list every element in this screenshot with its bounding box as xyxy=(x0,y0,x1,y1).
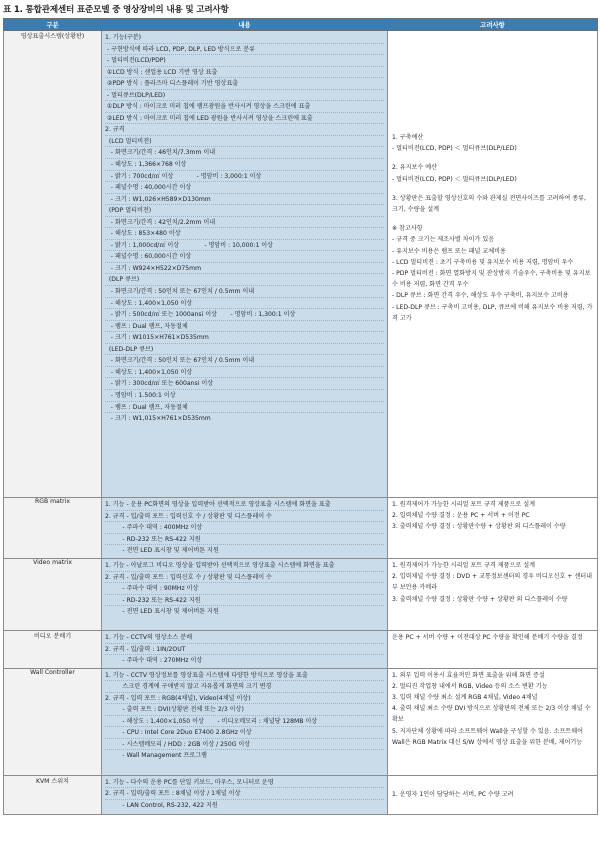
content-line: - 크기 : W1,026×H589×D130mm xyxy=(105,194,384,206)
consider-line: 1. 원격제어가 가능한 시리얼 포트 규격 제품으로 설계 xyxy=(392,562,535,569)
consider-line: - 규격 중 크기는 제조사별 차이가 있음 xyxy=(392,236,495,244)
consider-line: 3. 입력 채널 수량 최소 설계 RGB 4채널, Video 4채널 xyxy=(392,694,538,702)
row-category: Video matrix xyxy=(4,559,102,631)
table-row xyxy=(4,498,598,559)
row-consider xyxy=(388,31,598,498)
content-line: - 램프 : Dual 램프, 자동절체 xyxy=(105,321,384,333)
content-line: - 패널수명 : 40,000시간 이상 xyxy=(105,182,384,194)
consider-line: 3. 상황판은 표출할 영상신호의 수와 관제실 전면사이즈를 고려하여 종류, 크기, 수량을 설계 xyxy=(392,194,586,214)
content-line: 1. 기능(구분) xyxy=(105,32,384,44)
content-line: - 밝기 : 500cd/㎡ 또는 1000ansi 이상 - 명암비 : 1,300:1 이상 xyxy=(105,309,384,321)
content-line: 1. 기능 - 다수의 운용 PC를 단일 키보드, 마우스, 모니터로 운영 xyxy=(105,777,384,789)
content-line: - 전면 LED 표시창 및 제어버튼 지원 xyxy=(105,608,219,616)
row-category: KVM 스위치 xyxy=(4,775,102,814)
content-line: - 주파수 대역 : 90MHz 이상 xyxy=(105,583,384,595)
row-content xyxy=(102,559,388,631)
consider-line: - 멀티비전(LCD, PDP) ＜ 멀티큐브(DLP/LED) xyxy=(392,175,517,183)
row-content xyxy=(102,498,388,559)
header-consider: 고려사항 xyxy=(388,19,598,31)
content-line: - 멀티큐브(DLP/LED) xyxy=(105,90,384,102)
row-content xyxy=(102,631,388,669)
content-line: 스크린 경계에 구애받지 않고 자유롭게 화면의 크기 변경 xyxy=(105,681,384,693)
consider-line: 2. 유지보수 예산 xyxy=(392,164,438,172)
content-line: 1. 기능 - 아날로그 비디오 영상을 입력받아 선택적으로 영상표출 시스템에 화면을 표출 xyxy=(105,560,384,572)
content-line: - 전면 LED 표시창 및 제어버튼 지원 xyxy=(105,547,219,555)
consider-line: 2. 입력채널 수량 결정 : DVD + 교통정보센터의 경우 비디오신호 + 센터내부 보안용 카메라 xyxy=(392,573,592,592)
consider-line: 3. 출력채널 수량 결정 : 상황판수량 + 상황판 외 디스플레이 수량 xyxy=(392,523,566,531)
content-line: ②PDP 방식 : 플라즈마 디스플레이 기반 영상표출 xyxy=(105,78,384,90)
content-line: - CPU : Intel Core 2Duo E7400 2.8GHz 이상 xyxy=(105,727,384,739)
content-line: 2. 규격 - 입력/출력 포트 : 8채널 이상 / 1채널 이상 xyxy=(105,788,384,800)
row-consider xyxy=(388,775,598,814)
content-line: 2. 규격 - 입력 포트 : RGB(4채널), Video(4채널 이상) xyxy=(105,693,384,705)
content-line: - RD-232 또는 RS-422 지원 xyxy=(105,534,384,546)
consider-line: 4. 출력 채널 최소 수량 DVI 방식으로 상황판의 전체 또는 2/3 이상 채널 수 확보 xyxy=(392,705,591,724)
content-line: - 시스템메모리 / HDD : 2GB 이상 / 250G 이상 xyxy=(105,739,384,751)
consider-line: 1. 원격제어가 가능한 시리얼 포트 규격 제품으로 설계 xyxy=(392,501,535,508)
content-line: - 램프 : Dual 램프, 자동절체 xyxy=(105,402,384,414)
table-row xyxy=(4,631,598,669)
content-line: - 화면크기/간격 : 42인치/2.2mm 이내 xyxy=(105,217,384,229)
consider-line: ※ 참고사항 xyxy=(392,225,423,233)
content-line: ②LED 방식 : 마이크로 미러 칩에 LED 광원을 반사시켜 영상을 스크린에 표출 xyxy=(105,113,384,125)
consider-line: 2. 입력채널 수량 결정 : 운용 PC + 서버 + 이전 PC xyxy=(392,512,530,520)
content-line: - 주파수 대역 : 400MHz 이상 xyxy=(105,522,384,534)
consider-line: 2. 멀티진 작업창 내에서 RGB, Video 등의 소스 변환 기능 xyxy=(392,682,548,690)
content-line: - 화면크기/간격 : 46인치/7.3mm 이내 xyxy=(105,147,384,159)
row-consider xyxy=(388,559,598,631)
row-category: 비디오 분배기 xyxy=(4,631,102,669)
header-category: 구분 xyxy=(4,19,102,31)
content-line: - 크기 : W1015×H761×D535mm xyxy=(105,332,384,344)
row-consider xyxy=(388,498,598,559)
content-line: - 밝기 : 300cd/㎡ 또는 600ansi 이상 xyxy=(105,378,384,390)
consider-line: 5. 지자단체 상황에 따라 소프트웨어 Wall을 구성할 수 있음. 소프트웨어 Wall은 RGB Matrix 대신 S/W 상에서 영상 표출을 위한 분배, 제어기능 xyxy=(392,727,583,746)
content-line: - 구현방식에 따라 LCD, PDP, DLP, LED 방식으로 분류 xyxy=(105,44,384,56)
content-line: - 밝기 : 1,000cd/㎡ 이상 - 명암비 : 10,000:1 이상 xyxy=(105,240,384,252)
content-line: - 해상도 : 1,400×1,050 이상 - 비디오메모리 : 채널당 128MB 이상 xyxy=(105,716,384,728)
row-consider xyxy=(388,631,598,669)
consider-line: 1. 운영자 1인이 담당하는 서버, PC 수량 고려 xyxy=(392,791,514,799)
consider-line: 1. 외부 입력 이용시 효율적인 화면 표출을 위해 화면 증설 xyxy=(392,671,545,679)
row-category: RGB matrix xyxy=(4,498,102,559)
table-row xyxy=(4,775,598,814)
content-line: (LED-DLP 큐브) xyxy=(105,344,384,356)
consider-line: - LCD 멀티비전 : 초기 구축비용 및 유지보수 비용 저렴, 명암비 우수 xyxy=(392,258,574,266)
consider-line: 1. 구축예산 xyxy=(392,134,424,141)
content-line: - 해상도 : 1,400×1,050 이상 xyxy=(105,298,384,310)
spec-table xyxy=(3,18,598,815)
content-line: - RD-232 또는 RS-422 지원 xyxy=(105,595,384,607)
content-line: 1. 기능 - CCTV 영상정보를 영상표출 시스템에 다양한 방식으로 영상을 표출 xyxy=(105,670,384,682)
row-category: 영상표출시스템(상황판) xyxy=(4,31,102,498)
consider-line: - 유지보수 비용은 램프 또는 패널 교체비용 xyxy=(392,247,506,255)
table-row xyxy=(4,559,598,631)
row-content xyxy=(102,31,388,498)
content-line: - LAN Control, RS-232, 422 지원 xyxy=(105,801,218,809)
content-line: 1. 기능 - 운용 PC화면의 영상을 입력받아 선택적으로 영상표출 시스템에 화면을 표출 xyxy=(105,499,384,511)
consider-line: - DLP 큐브 : 화면 간격 우수, 해상도 우수 구축비, 유지보수 고비용 xyxy=(392,292,569,300)
content-line: 2. 규격 xyxy=(105,124,384,136)
content-line: - 명암비 : 1.500:1 이상 xyxy=(105,390,384,402)
content-line: - 해상도 : 1,366×768 이상 xyxy=(105,159,384,171)
content-line: (DLP 큐브) xyxy=(105,274,384,286)
content-line: 2. 규격 - 입/출력 포트 : 입력신호 수 / 상황판 및 디스플레이 수 xyxy=(105,511,384,523)
table-title: 표 1. 통합관제센터 표준모델 중 영상장비의 내용 및 고려사항 xyxy=(3,5,229,15)
table-row xyxy=(4,31,598,498)
consider-line: - PDP 멀티비전 : 화면 열화방지 및 잔상방지 기술우수, 구축비용 및 유지보수 비용 저렴, 화면 간격 우수 xyxy=(392,270,591,289)
row-consider xyxy=(388,668,598,775)
content-line: - 해상도 : 1,400×1,050 이상 xyxy=(105,367,384,379)
table-row xyxy=(4,668,598,775)
content-line: 2. 규격 - 입/출력 포트 : 입력신호 수 / 상황판 및 디스플레이 수 xyxy=(105,572,384,584)
content-line: (PDP 멀티비전) xyxy=(105,205,384,217)
content-line: ①DLP 방식 : 마이크로 미러 칩에 램프광원을 반사시켜 영상을 스크린에 표출 xyxy=(105,101,384,113)
content-line: - 크기 : W924×H522×D75mm xyxy=(105,263,384,275)
consider-line: 3. 출력채널 수량 결정 : 상황판 수량 + 상황판 외 디스플레이 수량 xyxy=(392,595,568,603)
content-line: - 주파수 대역 : 270MHz 이상 xyxy=(105,657,203,665)
content-line: 1. 기능 - CCTV의 영상소스 분배 xyxy=(105,632,384,644)
row-content xyxy=(102,668,388,775)
content-line: - 화면크기/간격 : 50인치 또는 67인치 / 0.5mm 이내 xyxy=(105,286,384,298)
content-line: - 크기 : W1,015×H761×D535mm xyxy=(105,415,211,423)
content-line: 2. 규격 - 입/출력 : 1IN/2OUT xyxy=(105,644,384,656)
content-line: - 출력 포트 : DVI(상황판 전체 또는 2/3 이상) xyxy=(105,704,384,716)
row-category: Wall Controller xyxy=(4,668,102,775)
content-line: ①LCD 방식 : 샌업용 LCD 기반 영상 표출 xyxy=(105,67,384,79)
content-line: - 밝기 : 700cd/㎡ 이상 - 명암비 : 3,000:1 이상 xyxy=(105,171,384,183)
header-content: 내용 xyxy=(102,19,388,31)
consider-line: - LED-DLP 큐브 : 구축비 고비용, DLP, 큐브에 비해 유지보수 비용 저렴, 가격 고가 xyxy=(392,303,593,322)
content-line: - 해상도 : 853×480 이상 xyxy=(105,228,384,240)
header-row xyxy=(4,19,598,31)
row-content xyxy=(102,775,388,814)
content-line: - 패널수명 : 60,000시간 이상 xyxy=(105,251,384,263)
content-line: (LCD 멀티비전) xyxy=(105,136,384,148)
content-line: - 화면크기/간격 : 50인치 또는 67인치 / 0.5mm 이내 xyxy=(105,355,384,367)
consider-line: 운용 PC + 서버 수량 + 이전대상 PC 수량을 확인해 분배기 수량을 결정 xyxy=(392,634,583,641)
content-line: - 멀티비전(LCD/PDP) xyxy=(105,55,384,67)
consider-line: - 멀티비전(LCD, PDP) ＜ 멀티큐브(DLP/LED) xyxy=(392,145,517,153)
content-line: - Wall Management 프로그램 xyxy=(105,752,207,760)
